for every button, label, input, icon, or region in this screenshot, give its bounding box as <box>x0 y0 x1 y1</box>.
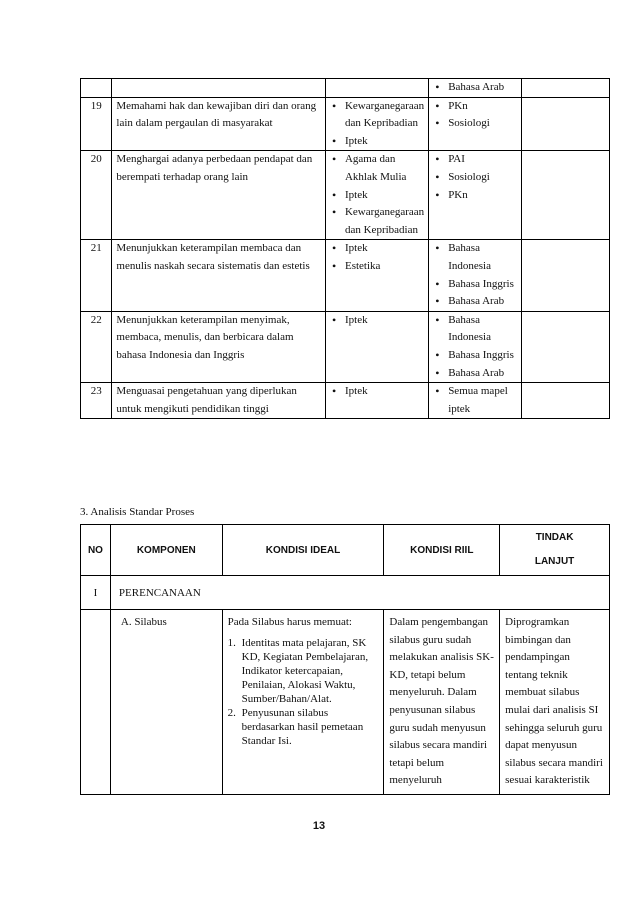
list-item <box>228 706 379 748</box>
ideal-intro: Pada Silabus harus memuat: <box>227 616 352 628</box>
list-item: • Agama dan Akhlak Mulia <box>330 151 424 186</box>
empty-cell <box>522 97 610 151</box>
list-item: • Estetika <box>330 258 424 276</box>
aspek-cell <box>325 151 428 240</box>
table-row <box>81 311 610 382</box>
list-item: • Iptek <box>330 187 424 205</box>
page-number: 13 <box>312 820 326 832</box>
mapel-cell <box>429 240 522 311</box>
aspek-cell-list <box>330 383 424 401</box>
section-row <box>81 576 610 610</box>
list-item: • Semua mapel iptek <box>433 383 517 418</box>
aspek-cell-list <box>330 98 424 151</box>
mapel-cell <box>429 311 522 382</box>
mapel-cell-list <box>433 151 517 204</box>
table-header-row <box>81 525 610 576</box>
row-number: 23 <box>81 383 112 419</box>
aspek-cell <box>325 97 428 151</box>
empty-cell <box>522 311 610 382</box>
section-heading: 3. Analisis Standar Proses <box>80 506 195 518</box>
mapel-cell <box>429 151 522 240</box>
kondisi-riil-cell: Dalam pengembangan silabus guru sudah melakukan analisis SK-KD, tetapi belum menyeluruh. Dalam penyusunan silabus guru sudah menyusun silabus secara mandiri tetapi belum menyeluruh <box>384 610 500 795</box>
mapel-cell-list <box>433 240 517 310</box>
table-row <box>81 151 610 240</box>
aspek-cell-list <box>330 312 424 330</box>
mapel-cell-list <box>433 98 517 133</box>
list-item: • Iptek <box>330 312 424 330</box>
list-item: • Bahasa Inggris <box>433 347 517 365</box>
mapel-cell-list <box>433 383 517 418</box>
row-description: Menunjukkan keterampilan menyimak, membaca, menulis, dan berbicara dalam bahasa Indonesia dan Inggris <box>112 311 326 382</box>
header-tindak-lanjut-text: TINDAK LANJUT <box>534 532 575 567</box>
list-item: • Bahasa Arab <box>433 79 517 97</box>
list-item: • Bahasa Indonesia <box>433 312 517 347</box>
row-number: 21 <box>81 240 112 311</box>
standar-proses-table <box>80 524 610 795</box>
table-row <box>81 383 610 419</box>
empty-cell <box>522 151 610 240</box>
row-description: Menguasai pengetahuan yang diperlukan untuk mengikuti pendidikan tinggi <box>112 383 326 419</box>
aspek-cell-list <box>330 240 424 275</box>
list-item: • Kewarganegaraan dan Kepribadian <box>330 204 424 239</box>
row-number: 22 <box>81 311 112 382</box>
list-item: • Sosiologi <box>433 169 517 187</box>
table-row <box>81 79 610 98</box>
list-item <box>228 636 379 706</box>
header-no: NO <box>81 525 111 576</box>
row-no-cell <box>81 610 111 795</box>
mapel-cell <box>429 79 522 98</box>
list-item-number: 2. <box>227 706 236 719</box>
list-item: • Iptek <box>330 383 424 401</box>
list-item: • PKn <box>433 187 517 205</box>
aspek-cell <box>325 383 428 419</box>
mapel-cell <box>429 383 522 419</box>
list-item: • Iptek <box>330 133 424 151</box>
list-item: • PAI <box>433 151 517 169</box>
row-number: 20 <box>81 151 112 240</box>
table-row <box>81 97 610 151</box>
row-description <box>112 79 326 98</box>
list-item: • Sosiologi <box>433 115 517 133</box>
row-description: Menunjukkan keterampilan membaca dan menulis naskah secara sistematis dan estetis <box>112 240 326 311</box>
empty-cell <box>522 79 610 98</box>
header-tindak-lanjut <box>500 525 610 576</box>
list-item: • Bahasa Inggris <box>433 276 517 294</box>
row-description: Menghargai adanya perbedaan pendapat dan berempati terhadap orang lain <box>112 151 326 240</box>
row-number: 19 <box>81 97 112 151</box>
aspek-cell-list <box>330 151 424 239</box>
header-komponen: KOMPONEN <box>110 525 222 576</box>
empty-cell <box>522 240 610 311</box>
list-item: • Bahasa Arab <box>433 365 517 383</box>
list-item-number: 1. <box>227 636 236 649</box>
aspek-cell <box>325 240 428 311</box>
list-item-text: Identitas mata pelajaran, SK KD, Kegiatan Pembelajaran, Indikator ketercapaian, Penilaian, Alokasi Waktu, Sumber/Bahan/Alat. <box>241 636 369 705</box>
list-item: • PKn <box>433 98 517 116</box>
mapel-cell-list <box>433 312 517 382</box>
aspek-cell <box>325 79 428 98</box>
list-item: • Iptek <box>330 240 424 258</box>
komponen-cell: A. Silabus <box>110 610 222 795</box>
ideal-list <box>228 636 379 748</box>
header-kondisi-ideal: KONDISI IDEAL <box>222 525 384 576</box>
list-item: • Bahasa Indonesia <box>433 240 517 275</box>
table-row <box>81 610 610 795</box>
table-row <box>81 240 610 311</box>
row-number <box>81 79 112 98</box>
row-description: Memahami hak dan kewajiban diri dan orang lain dalam pergaulan di masyarakat <box>112 97 326 151</box>
list-item: • Bahasa Arab <box>433 293 517 311</box>
tindak-lanjut-cell: Diprogramkan bimbingan dan pendampingan tentang teknik membuat silabus mulai dari analisis SI sehingga seluruh guru dapat menyusun silabus secara mandiri sesuai karakteristik <box>500 610 610 795</box>
list-item: • Kewarganegaraan dan Kepribadian <box>330 98 424 133</box>
empty-cell <box>522 383 610 419</box>
list-item-text: Penyusunan silabus berdasarkan hasil pemetaan Standar Isi. <box>241 706 364 747</box>
aspek-cell <box>325 311 428 382</box>
mapel-cell <box>429 97 522 151</box>
mapel-cell-list <box>433 79 517 97</box>
header-kondisi-riil: KONDISI RIIL <box>384 525 500 576</box>
section-label: PERENCANAAN <box>110 576 609 610</box>
section-no: I <box>81 576 111 610</box>
kompetensi-table <box>80 78 610 419</box>
kondisi-ideal-cell <box>222 610 384 795</box>
